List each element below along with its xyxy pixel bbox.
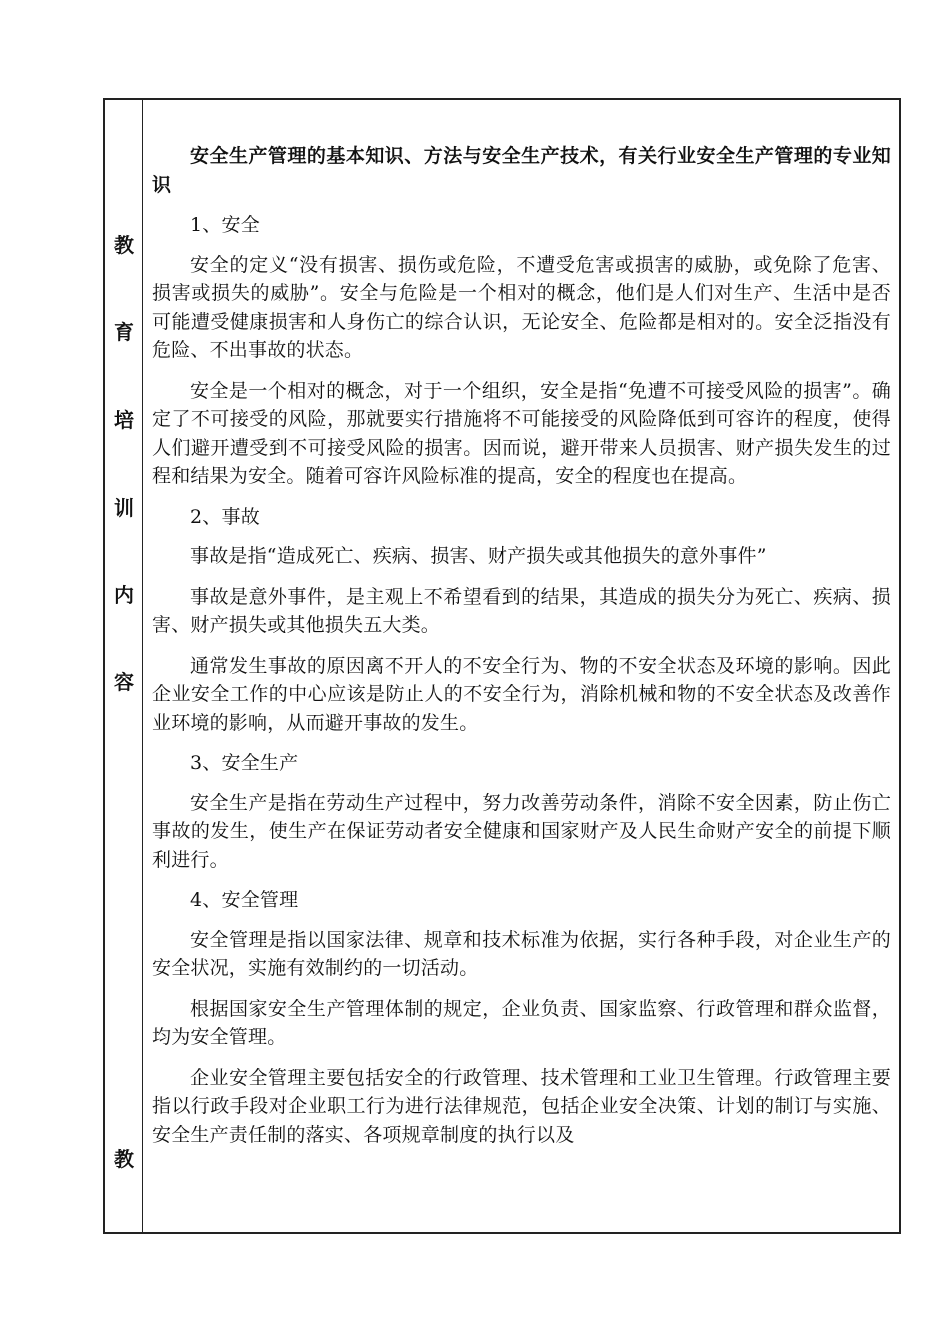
- section-title-safety-management: 4、安全管理: [190, 889, 299, 911]
- section-title-safety: 1、安全: [190, 214, 260, 236]
- paragraph: 根据国家安全生产管理体制的规定，企业负责、国家监察、行政管理和群众监督，均为安全管理。: [152, 997, 891, 1048]
- paragraph: 企业安全管理主要包括安全的行政管理、技术管理和工业卫生管理。行政管理主要指以行政手段对企业职工行为进行法律规范，包括企业安全决策、计划的制订与实施、安全生产责任制的落实、各项规章制度的执行以及: [152, 1066, 891, 1146]
- paragraph: 通常发生事故的原因离不开人的不安全行为、物的不安全状态及环境的影响。因此企业安全工作的中心应该是防止人的不安全行为，消除机械和物的不安全状态及改善作业环境的影响，从而避开事故的发生。: [152, 654, 891, 734]
- side-label-char: 育: [114, 320, 134, 344]
- content-heading: 安全生产管理的基本知识、方法与安全生产技术，有关行业安全生产管理的专业知识: [152, 145, 891, 196]
- side-label-char: 教: [114, 233, 134, 257]
- content-column: [144, 100, 899, 1232]
- side-label-char-bottom: 教: [114, 1147, 134, 1171]
- section-title-safe-production: 3、安全生产: [190, 752, 299, 774]
- section-title-accident: 2、事故: [190, 505, 260, 528]
- training-content-table: [103, 98, 901, 1234]
- side-label-char: 内: [114, 583, 134, 607]
- paragraph: 事故是意外事件，是主观上不希望看到的结果，其造成的损失分为死亡、疾病、损害、财产损失或其他损失五大类。: [152, 585, 891, 636]
- paragraph: 安全生产是指在劳动生产过程中，努力改善劳动条件，消除不安全因素，防止伤亡事故的发生，使生产在保证劳动者安全健康和国家财产及人民生命财产安全的前提下顺利进行。: [152, 791, 891, 871]
- side-label-char: 培: [114, 408, 134, 432]
- paragraph: 安全的定义“没有损害、损伤或危险，不遭受危害或损害的威胁，或免除了危害、损害或损失的威胁”。安全与危险是一个相对的概念，他们是人们对生产、生活中是否可能遭受健康损害和人身伤亡的综合认识，无论安全、危险都是相对的。安全泛指没有危险、不出事故的状态。: [152, 253, 891, 361]
- side-label-column: [105, 100, 143, 1232]
- side-label-char: 训: [114, 496, 134, 520]
- side-label-char: 容: [114, 670, 134, 694]
- paragraph: 安全管理是指以国家法律、规章和技术标准为依据，实行各种手段，对企业生产的安全状况，实施有效制约的一切活动。: [152, 928, 891, 979]
- paragraph: 安全是一个相对的概念，对于一个组织，安全是指“免遭不可接受风险的损害”。确定了不可接受的风险，那就要实行措施将不可能接受的风险降低到可容许的程度，使得人们避开遭受到不可接受风险的损害。因而说，避开带来人员损害、财产损失发生的过程和结果为安全。随着可容许风险标准的提高，安全的程度也在提高。: [152, 379, 891, 487]
- paragraph: 事故是指“造成死亡、疾病、损害、财产损失或其他损失的意外事件”: [190, 545, 767, 567]
